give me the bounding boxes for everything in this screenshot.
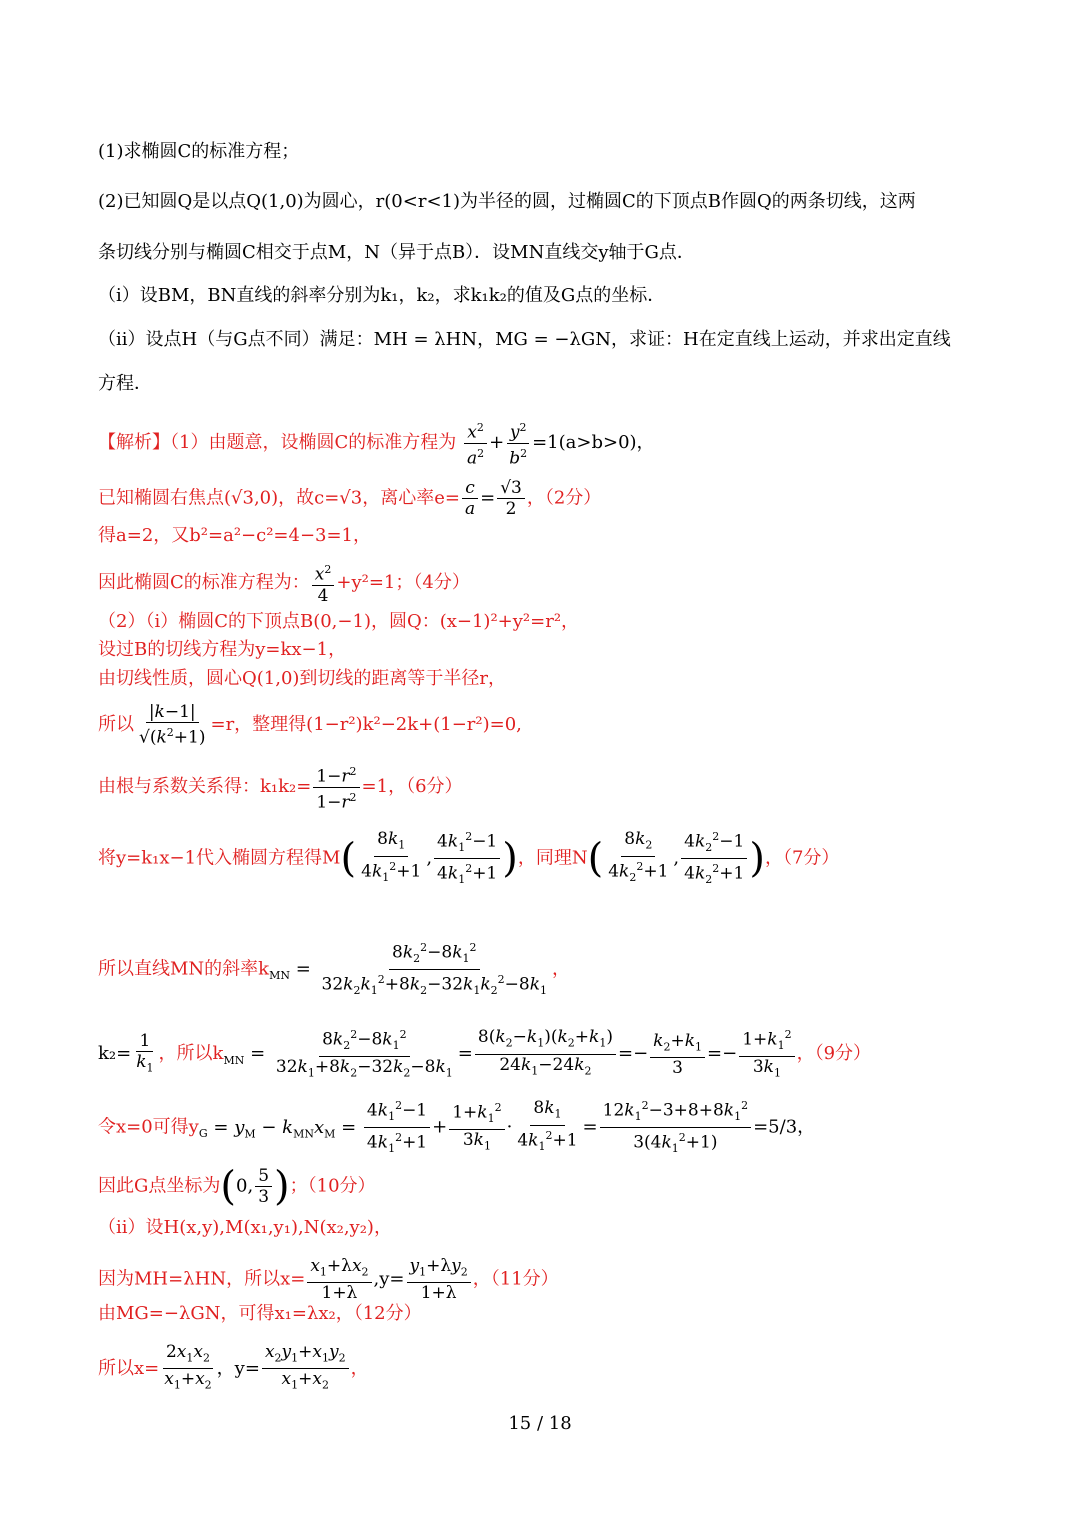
g-coord-text: 因此G点坐标为 xyxy=(98,1175,221,1197)
yg-result: 5/3， xyxy=(768,1116,816,1138)
k2-text: k₂= xyxy=(98,1043,132,1065)
question-ii-line2: 方程． xyxy=(98,373,152,394)
because-text: 因为MH=λHN，所以x= xyxy=(98,1268,306,1290)
page-number: 15 / 18 xyxy=(508,1413,572,1434)
score-10: ；（10分） xyxy=(289,1175,376,1197)
fraction-vieta: $\frac{1-r^2}{1-r^2}$ xyxy=(313,762,359,812)
question-1: (1)求椭圆C的标准方程； xyxy=(98,141,300,162)
so-kmn-text: ，所以k xyxy=(158,1043,224,1065)
distance-eq-tail: =r，整理得(1−r²)k²−2k+(1−r²)=0, xyxy=(210,713,522,735)
so-text: 所以 xyxy=(98,713,134,735)
solution-line-11: 所以直线MN的斜率$k_{MN}$ = $\frac{8k_2^2-8k_1^2}{32k_2k_1^2+8k_2-32k_1k_2^2-8k_1}$ ， xyxy=(98,938,570,1001)
score-7: ，（7分） xyxy=(764,847,840,869)
slope-tail: ， xyxy=(552,958,571,980)
fraction-slope-mn: $\frac{8k_2^2-8k_1^2}{32k_2k_1^2+8k_2-32k_1k_2^2-8k_1}$ xyxy=(319,938,551,1001)
solution-line-5: （2）（i）椭圆C的下顶点B(0,−1)，圆Q：(x−1)²+y²=r²， xyxy=(98,611,580,632)
vieta-text: 由根与系数关系得：k₁k₂= xyxy=(98,776,312,798)
vieta-tail: =1，（6分） xyxy=(361,776,463,798)
ellipse-eq-tail: =1(a>b>0)， xyxy=(532,432,655,454)
solution-line-6: 设过B的切线方程为y=kx−1， xyxy=(98,639,347,660)
score-11: ，（11分） xyxy=(472,1268,559,1290)
solution-line-14: 因此G点坐标为(0, $\frac{5}{3}$ )；（10分） xyxy=(98,1163,376,1210)
solution-line-2: 已知椭圆右焦点(√3,0)，故c=√3，离心率e= $\frac{c}{a}$ = $\frac{√3}{2}$ ，（2分） xyxy=(98,478,602,519)
solution-line-7: 由切线性质，圆心Q(1,0)到切线的距离等于半径r， xyxy=(98,668,507,689)
line-end: ， xyxy=(350,1357,369,1379)
let-x0-text: 令x=0可得y xyxy=(98,1116,199,1138)
solution-text: （1）由题意，设椭圆C的标准方程为 xyxy=(170,432,457,454)
slope-text: 所以直线MN的斜率k xyxy=(98,958,270,980)
y-eq-text: ,y= xyxy=(373,1268,405,1290)
focus-text: 已知椭圆右焦点(√3,0)，故c=√3，离心率e= xyxy=(98,487,460,509)
similarly-text: ，同理N xyxy=(517,847,588,869)
standard-eq-text: 因此椭圆C的标准方程为： xyxy=(98,571,310,593)
fraction-distance: $\frac{|k-1|}{√(k^2+1)}$ xyxy=(139,702,206,748)
fraction-sqrt3-2: $\frac{√3}{2}$ xyxy=(497,478,525,519)
solution-line-8 xyxy=(98,702,522,748)
so-x-text: 所以x= xyxy=(98,1357,160,1379)
solution-line-9 xyxy=(98,762,463,812)
fraction-x2-4: $\frac{x^2}{4}$ xyxy=(312,560,335,606)
y-eq-text-2: ，y= xyxy=(216,1357,260,1379)
solution-line-16: 因为MH=λHN，所以x= $\frac{x_1+\lambda x_2}{1+\lambda}$ ,y= $\frac{y_1+\lambda y_2}{1+\lambda}$ ，（11分） xyxy=(98,1256,559,1304)
fraction-y2-b2: $\frac{y^2}{b^2}$ xyxy=(506,418,530,468)
standard-eq-tail: +y²=1；（4分） xyxy=(336,571,470,593)
solution-line-12: k₂= $\frac{1}{k_1}$ ，所以$k_{MN}$ = $\frac{8k_2^2-8k_1^2}{32k_1+8k_2-32k_2-8k_1}$ = $\frac{8(k_2-k_1)(k_2+k_1)}{24k_1-24k_2}$ =− $\frac{k_2+k_1}{3}$ =− $\frac{1+k_1^2}{3k_1}$ ，（9分） xyxy=(98,1025,871,1083)
score-9: （9分） xyxy=(814,1043,872,1065)
question-i: （i）设BM，BN直线的斜率分别为k₁，k₂，求k₁k₂的值及G点的坐标． xyxy=(98,285,666,306)
score-2: ，（2分） xyxy=(526,487,602,509)
solution-line-13: 令x=0可得$y_G = y_M - k_{MN}x_M$ = $\frac{4k_1^2-1}{4k_1^2+1}$ + $\frac{1+k_1^2}{3k_1}$ · $\frac{8k_1}{4k_1^2+1}$ = $\frac{12k_1^2-3+8+8k_1^2}{3(4k_1^2+1)}$ =5/3， xyxy=(98,1096,815,1159)
solution-line-17: 由MG=−λGN，可得x₁=λx₂，（12分） xyxy=(98,1303,422,1324)
solution-tag: 【解析】 xyxy=(98,432,170,454)
fraction-c-a: $\frac{c}{a}$ xyxy=(462,478,478,519)
solution-line-15: （ii）设H(x,y),M(x₁,y₁),N(x₂,y₂)， xyxy=(98,1217,392,1238)
solution-line-18: 所以x= $\frac{2x_1x_2}{x_1+x_2}$ ，y= $\frac{x_2y_1+x_1y_2}{x_1+x_2}$ ， xyxy=(98,1342,369,1392)
solution-line-10: 将y=k₁x−1代入椭圆方程得M( $\frac{8k_1}{4k_1^2+1}$ , $\frac{4k_1^2-1}{4k_1^2+1}$ )，同理N( $\frac{8k_2}{4k_2^2+1}$ , $\frac{4k_2^2-1}{4k_2^2+1}$ )，（7分） xyxy=(98,827,839,890)
question-2-line2: 条切线分别与椭圆C相交于点M，N（异于点B）．设MN直线交y轴于G点． xyxy=(98,242,695,263)
solution-line-3: 得a=2，又b²=a²−c²=4−3=1， xyxy=(98,525,372,546)
substitute-text: 将y=k₁x−1代入椭圆方程得M xyxy=(98,847,341,869)
question-2-line1: (2)已知圆Q是以点Q(1,0)为圆心，r(0<r<1)为半径的圆，过椭圆C的下顶点B作圆Q的两条切线，这两 xyxy=(98,191,916,212)
solution-line-1: 【解析】（1）由题意，设椭圆C的标准方程为 $\frac{x^2}{a^2}$ + $\frac{y^2}{b^2}$ =1(a>b>0)， xyxy=(98,418,655,468)
question-ii-line1: （ii）设点H（与G点不同）满足：MH = λHN，MG = −λGN，求证：H在定直线上运动，并求出定直线 xyxy=(98,329,951,350)
fraction-x2-a2: $\frac{x^2}{a^2}$ xyxy=(464,418,487,468)
solution-line-4 xyxy=(98,560,470,606)
